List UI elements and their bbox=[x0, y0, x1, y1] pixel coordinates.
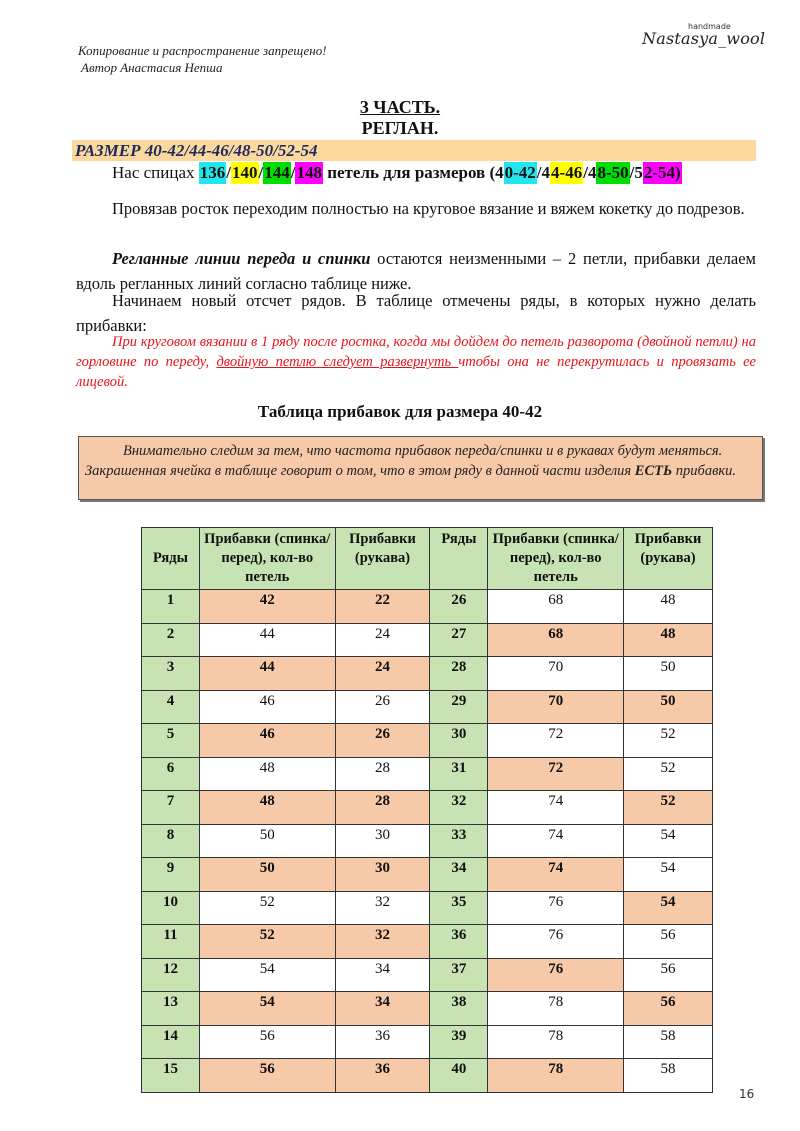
row-number: 34 bbox=[430, 858, 488, 892]
row-number: 29 bbox=[430, 690, 488, 724]
warning-text-1: При круговом вязании в 1 ряду после ростка, когда мы дойдем до петель разворота (двойной петли) на горловине по переду, bbox=[76, 334, 756, 370]
header-rows: Ряды bbox=[142, 528, 200, 590]
logo-brand-text: Nastasya_wool bbox=[642, 29, 766, 48]
paragraph-2-emphasis: Регланные линии переда и спинки bbox=[112, 249, 371, 268]
table-row bbox=[142, 657, 713, 691]
size-label: РАЗМЕР 40-42/44-46/48-50/52-54 bbox=[75, 141, 318, 160]
body-increase-cell: 50 bbox=[199, 858, 335, 892]
table-header-row bbox=[142, 528, 713, 590]
body-increase-cell: 72 bbox=[488, 757, 624, 791]
body-increase-cell: 44 bbox=[199, 657, 335, 691]
body-increase-cell: 76 bbox=[488, 925, 624, 959]
row-number: 30 bbox=[430, 724, 488, 758]
row-number: 3 bbox=[142, 657, 200, 691]
sleeve-increase-cell: 56 bbox=[624, 958, 713, 992]
sleeve-increase-cell: 32 bbox=[335, 925, 430, 959]
body-increase-cell: 42 bbox=[199, 590, 335, 624]
sleeve-increase-cell: 34 bbox=[335, 992, 430, 1026]
callout-text-1: Внимательно следим за тем, что частота прибавок переда/спинки и в рукавах будут меняться. Закрашенная ячейка в таблице говорит о том, что в этом ряду в данной части изделия bbox=[85, 443, 723, 479]
page-header-notice bbox=[78, 42, 327, 76]
paragraph-3 bbox=[76, 288, 756, 338]
row-number: 12 bbox=[142, 958, 200, 992]
body-increase-cell: 44 bbox=[199, 623, 335, 657]
body-increase-cell: 70 bbox=[488, 657, 624, 691]
logo-small-text: handmade bbox=[688, 22, 731, 31]
sleeve-increase-cell: 24 bbox=[335, 623, 430, 657]
body-increase-cell: 48 bbox=[199, 791, 335, 825]
table-row bbox=[142, 623, 713, 657]
table-row bbox=[142, 690, 713, 724]
part-title: 3 ЧАСТЬ. bbox=[359, 97, 441, 117]
sleeve-increase-cell: 56 bbox=[624, 925, 713, 959]
body-increase-cell: 48 bbox=[199, 757, 335, 791]
body-increase-cell: 54 bbox=[199, 958, 335, 992]
body-increase-cell: 68 bbox=[488, 623, 624, 657]
info-callout bbox=[78, 436, 763, 500]
sleeve-increase-cell: 48 bbox=[624, 623, 713, 657]
sleeve-increase-cell: 56 bbox=[624, 992, 713, 1026]
row-number: 2 bbox=[142, 623, 200, 657]
row-number: 37 bbox=[430, 958, 488, 992]
row-number: 28 bbox=[430, 657, 488, 691]
sleeve-increase-cell: 26 bbox=[335, 690, 430, 724]
body-increase-cell: 54 bbox=[199, 992, 335, 1026]
section-subtitle: РЕГЛАН. bbox=[361, 118, 439, 138]
row-number: 8 bbox=[142, 824, 200, 858]
body-increase-cell: 74 bbox=[488, 824, 624, 858]
body-increase-cell: 78 bbox=[488, 1025, 624, 1059]
body-increase-cell: 78 bbox=[488, 1059, 624, 1093]
table-row bbox=[142, 757, 713, 791]
sleeve-increase-cell: 52 bbox=[624, 757, 713, 791]
increase-table bbox=[141, 527, 713, 1093]
warning-underlined: двойную петлю следует развернуть bbox=[216, 354, 459, 370]
size-range-4: 2-54) bbox=[643, 163, 681, 182]
needles-prefix: Нас спицах bbox=[112, 163, 199, 182]
table-row bbox=[142, 1025, 713, 1059]
row-number: 6 bbox=[142, 757, 200, 791]
row-number: 11 bbox=[142, 925, 200, 959]
row-number: 40 bbox=[430, 1059, 488, 1093]
sleeve-increase-cell: 28 bbox=[335, 757, 430, 791]
paragraph-3-text: Начинаем новый отсчет рядов. В таблице отмечены ряды, в которых нужно делать прибавки: bbox=[76, 291, 756, 335]
header-body-increases-2: Прибавки (спинка/перед), кол-во петель bbox=[488, 528, 624, 590]
row-number: 4 bbox=[142, 690, 200, 724]
copyright-notice: Копирование и распространение запрещено! bbox=[78, 43, 327, 58]
sleeve-increase-cell: 36 bbox=[335, 1059, 430, 1093]
sleeve-increase-cell: 52 bbox=[624, 791, 713, 825]
row-number: 35 bbox=[430, 891, 488, 925]
author-line: Автор Анастасия Непша bbox=[81, 60, 223, 75]
table-row bbox=[142, 891, 713, 925]
size-2-prefix: 4 bbox=[541, 163, 551, 182]
warning-note bbox=[76, 332, 756, 392]
row-number: 14 bbox=[142, 1025, 200, 1059]
table-row bbox=[142, 858, 713, 892]
row-number: 1 bbox=[142, 590, 200, 624]
row-number: 26 bbox=[430, 590, 488, 624]
row-number: 32 bbox=[430, 791, 488, 825]
row-number: 39 bbox=[430, 1025, 488, 1059]
paragraph-2-text: остаются неизменными – 2 петли, прибавки делаем вдоль регланных линий согласно таблице ниже. bbox=[76, 249, 756, 293]
row-number: 33 bbox=[430, 824, 488, 858]
row-number: 27 bbox=[430, 623, 488, 657]
sleeve-increase-cell: 58 bbox=[624, 1059, 713, 1093]
body-increase-cell: 52 bbox=[199, 891, 335, 925]
table-row bbox=[142, 1059, 713, 1093]
table-row bbox=[142, 791, 713, 825]
body-increase-cell: 56 bbox=[199, 1059, 335, 1093]
sleeve-increase-cell: 50 bbox=[624, 657, 713, 691]
body-increase-cell: 76 bbox=[488, 891, 624, 925]
body-increase-cell: 74 bbox=[488, 858, 624, 892]
row-number: 15 bbox=[142, 1059, 200, 1093]
row-number: 7 bbox=[142, 791, 200, 825]
size-range-1: 0-42 bbox=[504, 163, 536, 182]
row-number: 38 bbox=[430, 992, 488, 1026]
size-4-prefix: 5 bbox=[634, 163, 643, 182]
sleeve-increase-cell: 54 bbox=[624, 891, 713, 925]
body-increase-cell: 52 bbox=[199, 925, 335, 959]
body-increase-cell: 50 bbox=[199, 824, 335, 858]
page-number: 16 bbox=[739, 1087, 755, 1101]
body-increase-cell: 72 bbox=[488, 724, 624, 758]
table-row bbox=[142, 824, 713, 858]
row-number: 13 bbox=[142, 992, 200, 1026]
sleeve-increase-cell: 30 bbox=[335, 858, 430, 892]
body-increase-cell: 74 bbox=[488, 791, 624, 825]
table-row bbox=[142, 590, 713, 624]
row-number: 9 bbox=[142, 858, 200, 892]
stitch-count-size-1: 136 bbox=[199, 163, 226, 182]
row-number: 10 bbox=[142, 891, 200, 925]
table-row bbox=[142, 992, 713, 1026]
table-row bbox=[142, 724, 713, 758]
body-increase-cell: 46 bbox=[199, 724, 335, 758]
body-increase-cell: 56 bbox=[199, 1025, 335, 1059]
header-sleeve-increases-2: Прибавки (рукава) bbox=[624, 528, 713, 590]
row-number: 5 bbox=[142, 724, 200, 758]
sleeve-increase-cell: 32 bbox=[335, 891, 430, 925]
sleeve-increase-cell: 58 bbox=[624, 1025, 713, 1059]
brand-logo bbox=[640, 22, 770, 52]
callout-text-2: прибавки. bbox=[672, 463, 737, 479]
sleeve-increase-cell: 24 bbox=[335, 657, 430, 691]
table-title: Таблица прибавок для размера 40-42 bbox=[257, 402, 543, 421]
stitch-count-size-3: 144 bbox=[264, 163, 290, 182]
warning-text-2: чтобы она не перекрутилась и провязать ее лицевой. bbox=[76, 354, 756, 390]
sleeve-increase-cell: 22 bbox=[335, 590, 430, 624]
sleeve-increase-cell: 50 bbox=[624, 690, 713, 724]
header-sleeve-increases: Прибавки (рукава) bbox=[335, 528, 430, 590]
table-row bbox=[142, 925, 713, 959]
size-range-2: 4-46 bbox=[551, 163, 583, 182]
sleeve-increase-cell: 54 bbox=[624, 824, 713, 858]
body-increase-cell: 68 bbox=[488, 590, 624, 624]
body-increase-cell: 76 bbox=[488, 958, 624, 992]
size-1-prefix: 4 bbox=[495, 163, 504, 182]
paragraph-1-text: Провязав росток переходим полностью на круговое вязание и вяжем кокетку до подрезов. bbox=[112, 199, 745, 218]
size-range-3: 8-50 bbox=[597, 163, 629, 182]
size-banner bbox=[72, 140, 756, 161]
header-body-increases: Прибавки (спинка/перед), кол-во петель bbox=[199, 528, 335, 590]
sleeve-increase-cell: 48 bbox=[624, 590, 713, 624]
body-increase-cell: 70 bbox=[488, 690, 624, 724]
sleeve-increase-cell: 30 bbox=[335, 824, 430, 858]
sleeve-increase-cell: 28 bbox=[335, 791, 430, 825]
row-number: 31 bbox=[430, 757, 488, 791]
sleeve-increase-cell: 52 bbox=[624, 724, 713, 758]
stitch-count-size-2: 140 bbox=[232, 163, 258, 182]
sleeve-increase-cell: 34 bbox=[335, 958, 430, 992]
callout-bold: ЕСТЬ bbox=[634, 463, 673, 479]
body-increase-cell: 46 bbox=[199, 690, 335, 724]
stitch-count-size-4: 148 bbox=[296, 163, 322, 182]
sleeve-increase-cell: 54 bbox=[624, 858, 713, 892]
row-number: 36 bbox=[430, 925, 488, 959]
needles-stitch-count-line: Нас спицах 136/140/144/148 петель для размеров (40-42/44-46/48-50/52-54) bbox=[112, 163, 681, 182]
paragraph-1 bbox=[76, 196, 756, 221]
table-row bbox=[142, 958, 713, 992]
sleeve-increase-cell: 36 bbox=[335, 1025, 430, 1059]
size-3-prefix: 4 bbox=[587, 163, 597, 182]
sleeve-increase-cell: 26 bbox=[335, 724, 430, 758]
body-increase-cell: 78 bbox=[488, 992, 624, 1026]
header-rows-2: Ряды bbox=[430, 528, 488, 590]
needles-middle: петель для размеров ( bbox=[322, 163, 496, 182]
